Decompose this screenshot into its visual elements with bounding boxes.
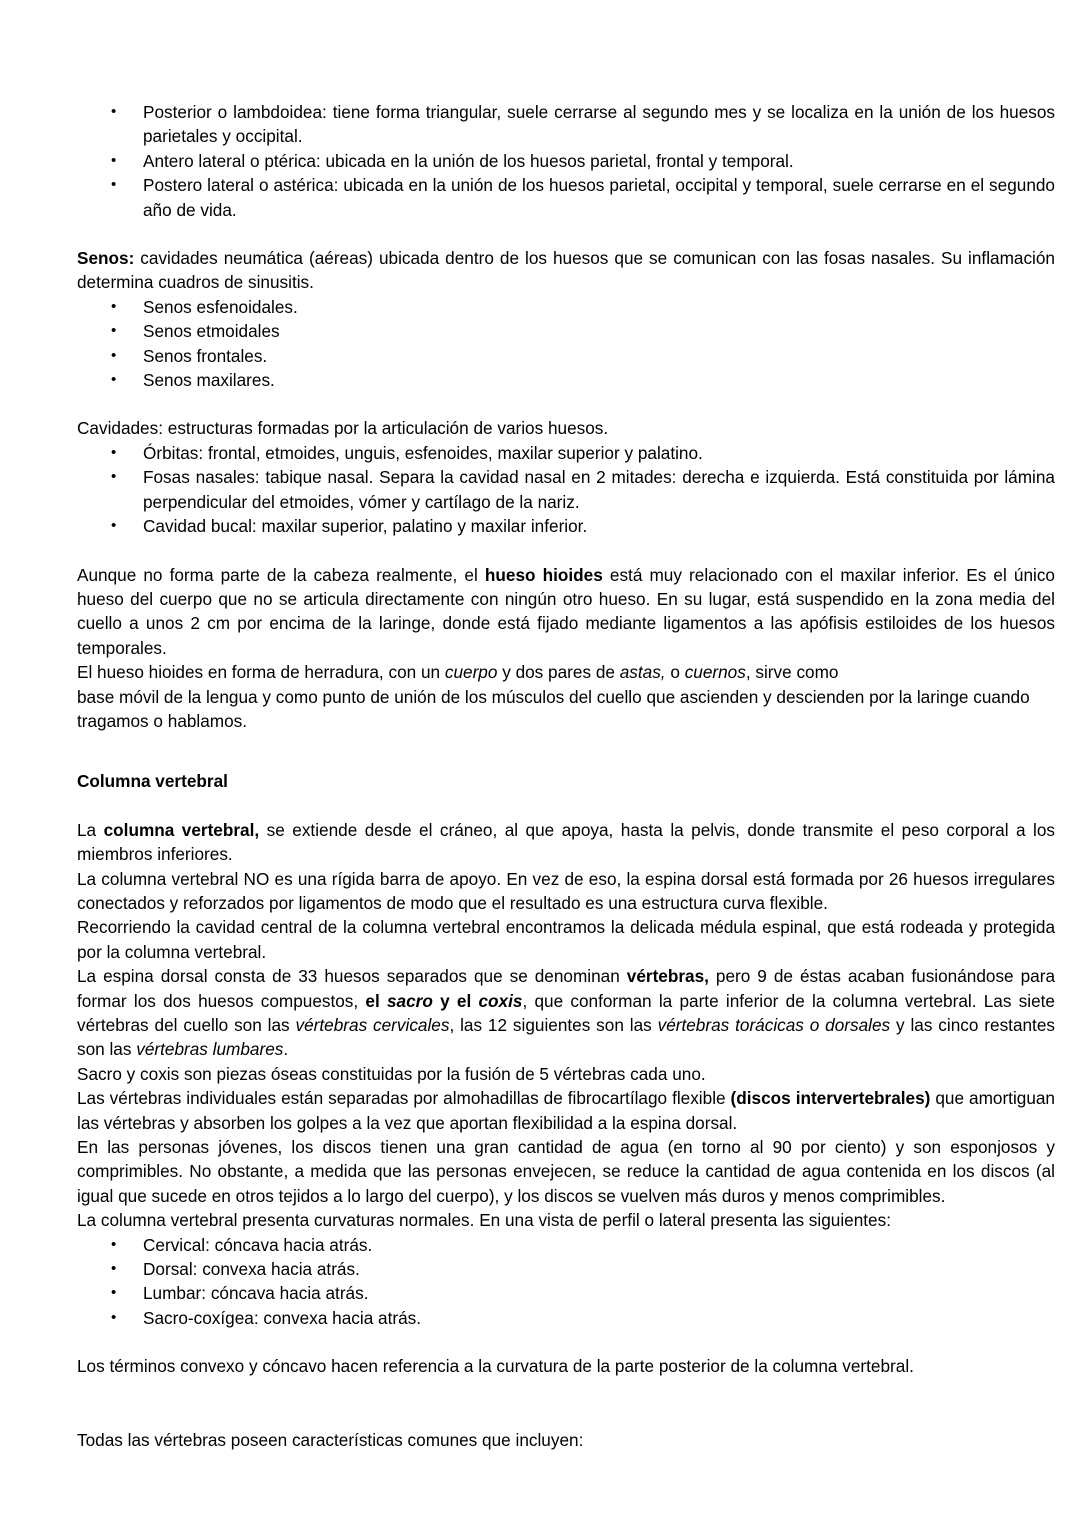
spacer: [77, 539, 1055, 563]
fontanelas-list: [77, 100, 1055, 222]
bullet-icon: [111, 1257, 121, 1281]
bullet-icon: [111, 344, 121, 368]
hioides2-text-b: y dos pares de: [497, 662, 620, 683]
bullet-icon: [111, 368, 121, 392]
bullet-icon: [111, 100, 121, 124]
list-item: [77, 1281, 1055, 1305]
bullet-icon: [111, 1281, 121, 1305]
columna-paragraph-1: [77, 818, 1055, 867]
columna-p4-bold-yel: y el: [432, 990, 479, 1011]
hioides2-text-d: , sirve como: [745, 662, 839, 683]
bullet-icon: [111, 514, 121, 538]
senos-list: [77, 295, 1055, 393]
columna-paragraph-3: Recorriendo la cavidad central de la columna vertebral encontramos la delicada médula espinal, que está rodeada y protegida por la columna vertebral.: [77, 917, 1055, 962]
hioides-paragraph-1: [77, 563, 1055, 661]
hioides-bold-term: hueso hioides: [484, 564, 603, 585]
columna-paragraph-4: [77, 964, 1055, 1062]
columna-p6-text-b: que amortiguan las vértebras y absorben los golpes a la vez que aportan flexibilidad a la espina dorsal.: [77, 1088, 1055, 1133]
list-item: [77, 368, 1055, 392]
list-item-text: Antero lateral o ptérica: ubicada en la unión de los huesos parietal, frontal y temporal.: [143, 150, 794, 171]
list-item-text: Senos esfenoidales.: [143, 296, 298, 317]
columna-p4-text-b: pero 9 de éstas acaban fusionándose para formar los dos huesos compuestos,: [77, 966, 1055, 1011]
list-item: [77, 1257, 1055, 1281]
hioides-paragraph-3: base móvil de la lengua y como punto de unión de los músculos del cuello que ascienden y descienden por la laringe cuando tragamos o hablamos.: [77, 686, 1030, 731]
list-item-text: Senos frontales.: [143, 345, 268, 366]
hioides-text-a: Aunque no forma parte de la cabeza realmente, el: [77, 564, 485, 585]
columna-p4-bold-vertebras: vértebras,: [626, 966, 709, 987]
list-item-text: Cavidad bucal: maxilar superior, palatino y maxilar inferior.: [143, 516, 588, 537]
spacer: [77, 222, 1055, 246]
list-item-text: Posterior o lambdoidea: tiene forma triangular, suele cerrarse al segundo mes y se localiza en la unión de los huesos parietales y occipital.: [143, 102, 1055, 147]
cavidades-intro: Cavidades: estructuras formadas por la articulación de varios huesos.: [77, 418, 609, 439]
hioides2-italic-cuernos: cuernos: [684, 662, 746, 683]
list-item-text: Órbitas: frontal, etmoides, unguis, esfenoides, maxilar superior y palatino.: [143, 442, 703, 463]
columna-p4-italic-toracicas: vértebras torácicas o dorsales: [657, 1015, 891, 1035]
cavidades-list: [77, 441, 1055, 539]
list-item-text: Lumbar: cóncava hacia atrás.: [143, 1283, 369, 1304]
section-heading-columna-vertebral: Columna vertebral: [77, 771, 228, 792]
hioides2-italic-cuerpo: cuerpo: [444, 662, 498, 683]
list-item: [77, 295, 1055, 319]
columna-p1-text-a: La: [77, 819, 104, 840]
columna-paragraph-9: Los términos convexo y cóncavo hacen referencia a la curvatura de la parte posterior de la columna vertebral.: [77, 1356, 914, 1377]
spacer: [77, 1330, 1055, 1354]
bullet-icon: [111, 1306, 121, 1330]
bullet-icon: [111, 295, 121, 319]
hioides2-text-c: o: [665, 662, 685, 683]
columna-p6-text-a: Las vértebras individuales están separadas por almohadillas de fibrocartílago flexible: [77, 1088, 731, 1109]
spacer: [77, 733, 1055, 769]
senos-label: Senos:: [77, 248, 135, 269]
list-item: [77, 100, 1055, 149]
columna-p4-text-a: La espina dorsal consta de 33 huesos separados que se denominan: [77, 966, 627, 987]
columna-paragraph-5: Sacro y coxis son piezas óseas constituidas por la fusión de 5 vértebras cada uno.: [77, 1063, 706, 1084]
senos-definition: cavidades neumática (aéreas) ubicada dentro de los huesos que se comunican con las fosas nasales. Su inflamación determina cuadros de sinusitis.: [77, 248, 1055, 293]
columna-paragraph-10: Todas las vértebras poseen características comunes que incluyen:: [77, 1429, 584, 1450]
list-item-text: Cervical: cóncava hacia atrás.: [143, 1234, 373, 1255]
hioides-text-b: está muy relacionado con el maxilar inferior. Es el único hueso del cuerpo que no se articula directamente con ningún otro hueso. En su lugar, está suspendido en la zona media del cuello a unos 2 cm por encima de la laringe, donde está fijado mediante ligamentos a las apófisis estiloides de los huesos temporales.: [77, 564, 1055, 658]
columna-p4-bolditalic-sacro: sacro: [387, 990, 433, 1011]
document-content: [77, 100, 1055, 1452]
list-item: [77, 1233, 1055, 1257]
list-item: [77, 149, 1055, 173]
list-item-text: Senos maxilares.: [143, 370, 275, 391]
list-item: [77, 1306, 1055, 1330]
spacer: [77, 794, 1055, 818]
columna-p4-italic-cervicales: vértebras cervicales: [295, 1015, 450, 1035]
list-item: [77, 465, 1055, 514]
columna-p4-text-c: , que conforman la parte inferior de la columna vertebral. Las siete vértebras del cuello son las: [77, 990, 1055, 1035]
bullet-icon: [111, 1233, 121, 1257]
list-item-text: Postero lateral o astérica: ubicada en la unión de los huesos parietal, occipital y temporal, suele cerrarse en el segundo año de vida.: [143, 175, 1055, 220]
list-item: [77, 441, 1055, 465]
hioides2-italic-astas: astas,: [619, 662, 666, 683]
spacer: [77, 392, 1055, 416]
curvaturas-list: [77, 1233, 1055, 1331]
bullet-icon: [111, 465, 121, 489]
list-item: [77, 514, 1055, 538]
columna-p4-bold-el: el: [365, 990, 387, 1011]
bullet-icon: [111, 441, 121, 465]
columna-p6-bold-discos: (discos intervertebrales): [730, 1088, 931, 1109]
columna-p4-text-f: .: [283, 1039, 289, 1060]
bullet-icon: [111, 173, 121, 197]
columna-paragraph-7: En las personas jóvenes, los discos tienen una gran cantidad de agua (en torno al 90 por ciento) y son esponjosos y comprimibles. No obstante, a medida que las personas envejecen, se reduce la cantidad de agua contenida en los discos (al igual que sucede en otros tejidos a lo largo del cuerpo), y los discos se vuelven más duros y menos comprimibles.: [77, 1137, 1055, 1206]
list-item-text: Dorsal: convexa hacia atrás.: [143, 1259, 360, 1280]
columna-p1-text-b: se extiende desde el cráneo, al que apoya, hasta la pelvis, donde transmite el peso corporal a los miembros inferiores.: [77, 819, 1055, 865]
columna-p1-bold-term: columna vertebral,: [103, 819, 260, 840]
bullet-icon: [111, 149, 121, 173]
columna-p4-italic-lumbares: vértebras lumbares: [136, 1039, 284, 1060]
columna-p4-bolditalic-coxis: coxis: [478, 990, 523, 1011]
spacer: [77, 1379, 1055, 1428]
hioides2-text-a: El hueso hioides en forma de herradura, con un: [77, 662, 445, 683]
columna-p4-text-e: y las cinco restantes son las: [77, 1015, 1055, 1060]
columna-paragraph-6: [77, 1086, 1055, 1135]
bullet-icon: [111, 319, 121, 343]
list-item-text: Sacro-coxígea: convexa hacia atrás.: [143, 1307, 422, 1328]
hioides-paragraph-2: [77, 660, 1055, 684]
columna-p4-text-d: , las 12 siguientes son las: [449, 1015, 658, 1035]
columna-paragraph-8: La columna vertebral presenta curvaturas normales. En una vista de perfil o lateral presenta las siguientes:: [77, 1210, 891, 1231]
list-item: [77, 319, 1055, 343]
list-item: [77, 173, 1055, 222]
list-item-text: Fosas nasales: tabique nasal. Separa la cavidad nasal en 2 mitades: derecha e izquierda. Está constituida por lámina perpendicular del etmoides, vómer y cartílago de la nariz.: [143, 467, 1055, 512]
list-item: [77, 344, 1055, 368]
columna-paragraph-2: La columna vertebral NO es una rígida barra de apoyo. En vez de eso, la espina dorsal está formada por 26 huesos irregulares conectados y reforzados por ligamentos de modo que el resultado es una estructura curva flexible.: [77, 868, 1055, 913]
list-item-text: Senos etmoidales: [143, 321, 280, 342]
senos-paragraph: [77, 246, 1055, 295]
